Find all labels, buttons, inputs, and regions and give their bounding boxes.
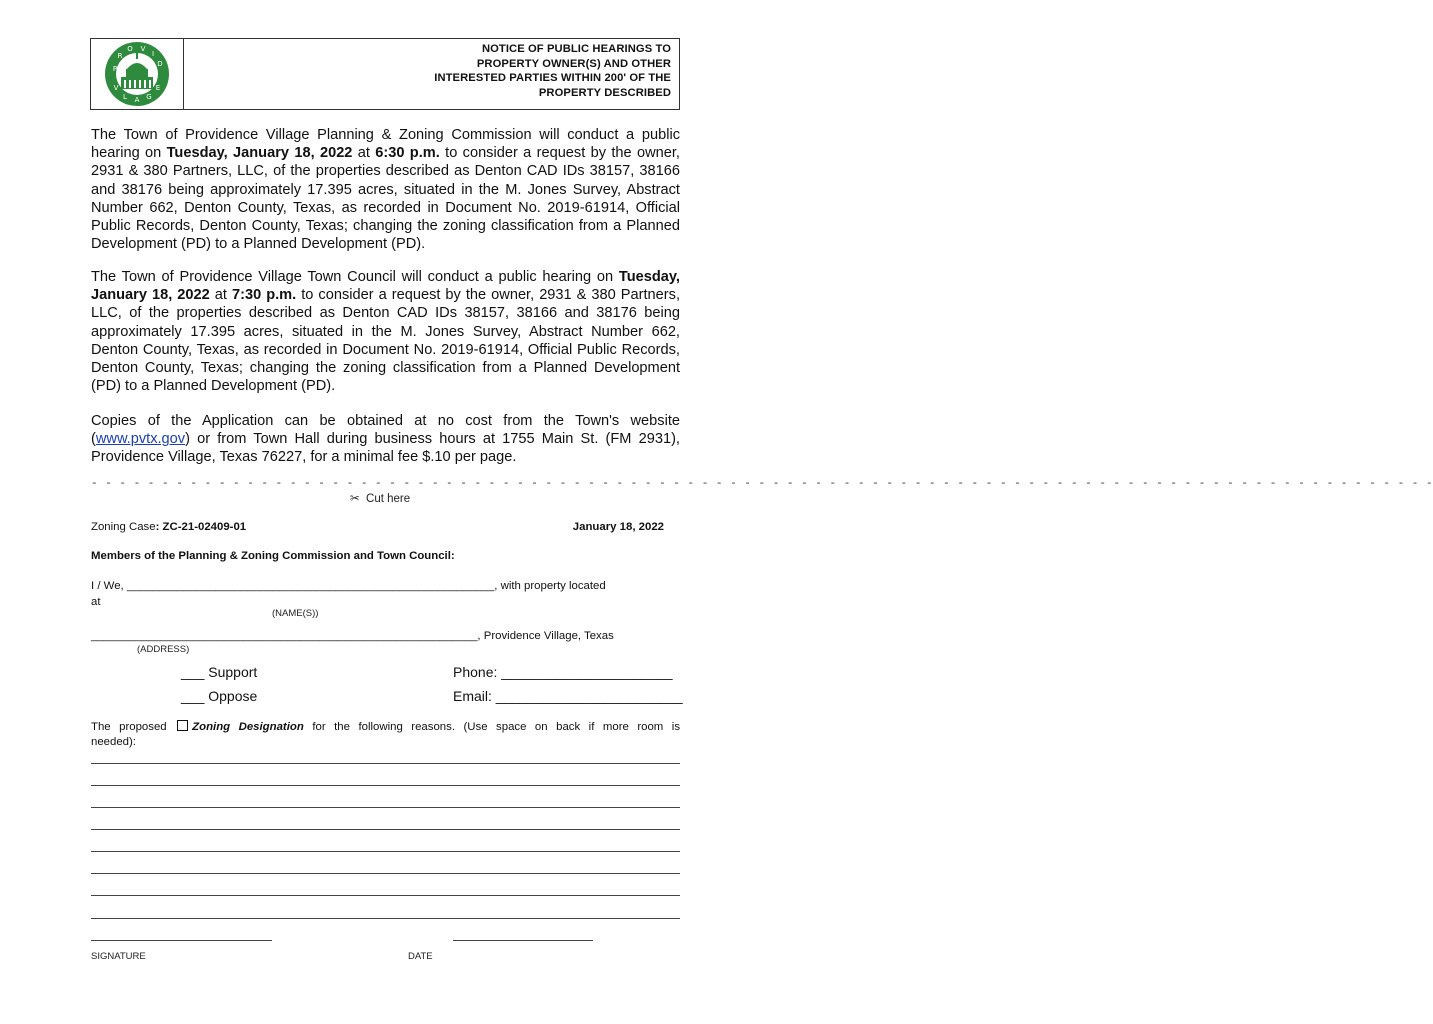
notice-line: INTERESTED PARTIES WITHIN 200' OF THE — [434, 72, 671, 84]
copies-paragraph — [91, 412, 680, 467]
form-date: January 18, 2022 — [572, 521, 664, 533]
svg-text:R: R — [117, 52, 123, 60]
para-text: ) or from Town Hall during business hours at 1755 Main St. (FM 2931), Providence Village, Texas 76227, for a minimal fee $.10 per page. — [91, 431, 680, 466]
para-text: at — [209, 287, 232, 304]
svg-text:E: E — [155, 84, 161, 92]
address-field[interactable]: _____________________________________________________________, Providence Village, Texas — [91, 630, 614, 642]
zoning-designation-checkbox[interactable] — [177, 720, 188, 731]
svg-text:V: V — [140, 45, 146, 53]
cut-line: - - - - - - - - - - - - - - - - - - - - - - - - - - - - - - - - - - - - - - - - - - - - - - - - - - - - - - - - - - - - - - - - - - - - - - - - - - - - - - - - - - - - - - - - - - - - - - - — [91, 478, 1433, 490]
zoning-designation-label: Zoning Designation — [192, 721, 304, 733]
phone-field[interactable]: Phone: ______________________ — [453, 664, 673, 680]
town-logo — [91, 39, 184, 109]
members-heading: Members of the Planning & Zoning Commission and Town Council: — [91, 550, 455, 562]
scissors-icon: ✂ — [350, 493, 360, 505]
svg-text:P: P — [112, 65, 118, 73]
names-caption: (NAME(S)) — [272, 608, 319, 619]
para-text: The Town of Providence Village Planning & Zoning Commission will conduct a public hearing on — [91, 127, 680, 162]
svg-text:D: D — [157, 60, 163, 68]
svg-text:I: I — [151, 50, 155, 58]
svg-text:A: A — [134, 96, 140, 104]
notice-title — [371, 42, 671, 100]
zoning-case-number: : ZC-21-02409-01 — [155, 521, 247, 533]
support-option[interactable]: ___ Support — [181, 664, 258, 680]
notice-line: PROPERTY DESCRIBED — [538, 86, 671, 99]
date-label: DATE — [408, 951, 433, 962]
proposed-reasons-line — [91, 720, 680, 733]
svg-text:G: G — [146, 93, 152, 101]
reason-line[interactable] — [91, 918, 680, 919]
zoning-case-label: Zoning Case — [91, 521, 156, 533]
reason-line[interactable] — [91, 807, 680, 808]
para-text: to consider a request by the owner, 2931 & 380 Partners, LLC, of the properties described as Denton CAD IDs 38157, 38166 and 38176 being approximately 17.395 acres, situated in the M. Jones Survey, Abstract Number 662, Denton County, Texas, as recorded in Document No. 2019-61914, Official Public Records, Denton County, Texas; changing the zoning classification from a Planned Development (PD) to a Planned Development (PD). — [91, 145, 680, 253]
names-field[interactable]: I / We, __________________________________________________________, with property located — [91, 580, 606, 592]
town-seal-icon — [95, 41, 179, 107]
notice-line: NOTICE OF PUBLIC HEARINGS TO — [481, 43, 671, 55]
address-caption: (ADDRESS) — [137, 644, 190, 655]
cut-here-label — [350, 491, 410, 505]
notice-line: PROPERTY OWNER(S) AND OTHER — [476, 57, 671, 70]
para-text: for the following reasons. (Use space on back if more room is — [312, 721, 681, 733]
hearing-time: 7:30 p.m. — [231, 287, 297, 304]
para-text: The proposed — [91, 721, 167, 733]
reason-line[interactable] — [91, 763, 680, 764]
svg-text:V: V — [113, 84, 119, 92]
reason-line[interactable] — [91, 895, 680, 896]
hearing-date: Tuesday, January 18, 2022 — [91, 269, 680, 304]
email-field[interactable]: Email: ________________________ — [453, 688, 683, 704]
needed-text: needed): — [91, 736, 136, 748]
para-text: at — [352, 145, 376, 162]
reason-line[interactable] — [91, 829, 680, 830]
town-council-paragraph — [91, 268, 680, 395]
date-line[interactable] — [453, 940, 593, 941]
cut-here-text: Cut here — [366, 493, 411, 505]
signature-label: SIGNATURE — [91, 951, 146, 962]
planning-commission-paragraph — [91, 126, 680, 253]
para-text: The Town of Providence Village Town Council will conduct a public hearing on — [91, 269, 619, 285]
town-website-link[interactable]: www.pvtx.gov — [95, 431, 186, 448]
para-text: Copies of the Application can be obtained at no cost from the Town's website ( — [91, 413, 680, 448]
reason-line[interactable] — [91, 873, 680, 874]
hearing-time: 6:30 p.m. — [375, 145, 440, 162]
svg-text:L: L — [123, 93, 127, 101]
signature-line[interactable] — [91, 940, 272, 941]
svg-text:O: O — [127, 45, 133, 53]
reason-line[interactable] — [91, 785, 680, 786]
header-box — [90, 38, 680, 110]
para-text: to consider a request by the owner, 2931 & 380 Partners, LLC, of the properties described as Denton CAD IDs 38157, 38166 and 38176 being approximately 17.395 acres, situated in the M. Jones Survey, Abstract Number 662, Denton County, Texas, as recorded in Document No. 2019-61914, Official Public Records, Denton County, Texas; changing the zoning classification from a Planned Development (PD) to a Planned Development (PD). — [91, 287, 681, 395]
zoning-case — [91, 521, 246, 533]
oppose-option[interactable]: ___ Oppose — [181, 688, 258, 704]
at-text: at — [91, 596, 101, 608]
hearing-date: Tuesday, January 18, 2022 — [166, 145, 353, 162]
reason-line[interactable] — [91, 851, 680, 852]
